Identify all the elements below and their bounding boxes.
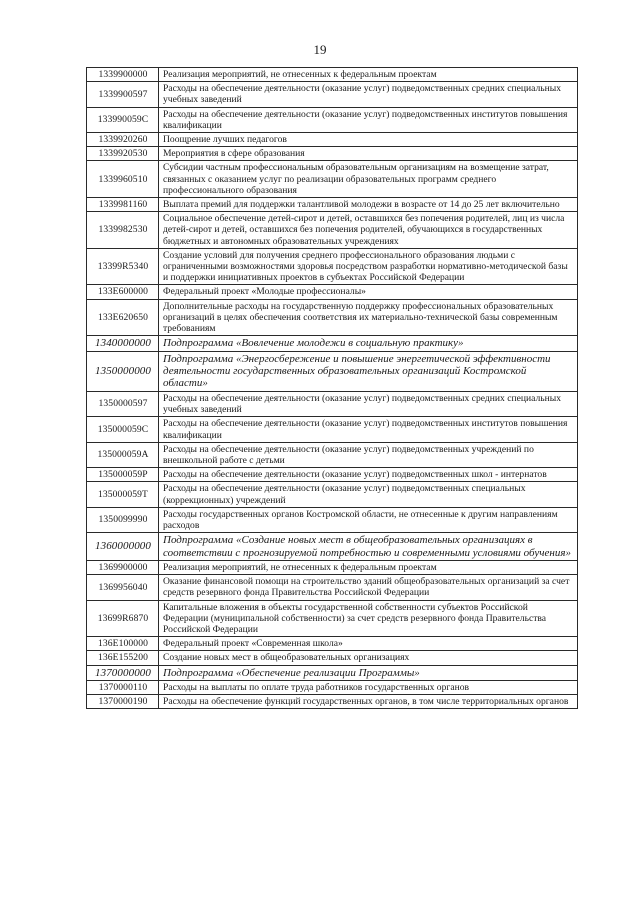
- expense-code: 1370000190: [87, 695, 159, 709]
- expense-description: Расходы на обеспечение деятельности (оказание услуг) подведомственных средних специальных учебных заведений: [159, 82, 578, 107]
- expense-code: 135000059С: [87, 417, 159, 442]
- table-row: [87, 575, 578, 600]
- expense-code: 136Е100000: [87, 637, 159, 651]
- expense-description: Федеральный проект «Современная школа»: [159, 637, 578, 651]
- expense-description: Мероприятия в сфере образования: [159, 147, 578, 161]
- table-row: [87, 637, 578, 651]
- expense-description: Оказание финансовой помощи на строительство зданий общеобразовательных организаций за счет средств резервного фонда Правительства Российской Федерации: [159, 575, 578, 600]
- table-row: [87, 133, 578, 147]
- expense-code: 135000059Т: [87, 482, 159, 507]
- expense-description: Подпрограмма «Энергосбережение и повышение энергетической эффективности деятельности государственных образовательных организаций Костромской области»: [159, 351, 578, 391]
- table-row: [87, 212, 578, 249]
- expense-code: 1339981160: [87, 198, 159, 212]
- table-body: [87, 68, 578, 709]
- table-row: [87, 68, 578, 82]
- table-row: [87, 299, 578, 336]
- subprogram-row: [87, 351, 578, 391]
- expense-description: Расходы на обеспечение деятельности (оказание услуг) подведомственных средних специальных учебных заведений: [159, 391, 578, 416]
- expense-code: 133E620650: [87, 299, 159, 336]
- subprogram-row: [87, 665, 578, 680]
- expense-description: Расходы на обеспечение деятельности (оказание услуг) подведомственных учреждений по внешкольной работе с детьми: [159, 442, 578, 467]
- expense-code: 1360000000: [87, 533, 159, 561]
- table-row: [87, 560, 578, 574]
- expense-code: 135000059А: [87, 442, 159, 467]
- expense-description: Расходы на выплаты по оплате труда работников государственных органов: [159, 680, 578, 694]
- expense-description: Подпрограмма «Создание новых мест в общеобразовательных организациях в соответствии с прогнозируемой потребностью и современными условиями обучения»: [159, 533, 578, 561]
- table-row: [87, 107, 578, 132]
- expense-code: 1339982530: [87, 212, 159, 249]
- expense-description: Субсидии частным профессиональным образовательным организациям на возмещение затрат, связанных с оказанием услуг по реализации образовательных программ среднего профессионального образования: [159, 161, 578, 198]
- expense-code: 136Е155200: [87, 651, 159, 665]
- expense-description: Расходы на обеспечение функций государственных органов, в том числе территориальных органов: [159, 695, 578, 709]
- table-row: [87, 482, 578, 507]
- table-row: [87, 391, 578, 416]
- table-row: [87, 198, 578, 212]
- expense-code: 13399R5340: [87, 248, 159, 285]
- expense-code: 1339920530: [87, 147, 159, 161]
- table-row: [87, 161, 578, 198]
- expense-description: Реализация мероприятий, не отнесенных к федеральным проектам: [159, 68, 578, 82]
- expense-code: 1350000597: [87, 391, 159, 416]
- expense-code: 133990059С: [87, 107, 159, 132]
- expense-code: 1339920260: [87, 133, 159, 147]
- subprogram-row: [87, 336, 578, 351]
- page-number: 19: [313, 42, 327, 57]
- table-row: [87, 442, 578, 467]
- expense-description: Реализация мероприятий, не отнесенных к федеральным проектам: [159, 560, 578, 574]
- expense-description: Расходы на обеспечение деятельности (оказание услуг) подведомственных школ - интернатов: [159, 468, 578, 482]
- table-row: [87, 651, 578, 665]
- table-row: [87, 695, 578, 709]
- expense-description: Подпрограмма «Обеспечение реализации Программы»: [159, 665, 578, 680]
- expense-code: 13699R6870: [87, 600, 159, 637]
- table-row: [87, 147, 578, 161]
- table-row: [87, 82, 578, 107]
- expense-code: 1339900000: [87, 68, 159, 82]
- expense-description: Расходы на обеспечение деятельности (оказание услуг) подведомственных институтов повышения квалификации: [159, 417, 578, 442]
- expense-code: 1339900597: [87, 82, 159, 107]
- table-row: [87, 680, 578, 694]
- expense-description: Поощрение лучших педагогов: [159, 133, 578, 147]
- table-row: [87, 507, 578, 532]
- expense-description: Выплата премий для поддержки талантливой молодежи в возрасте от 14 до 25 лет включительно: [159, 198, 578, 212]
- expense-description: Расходы на обеспечение деятельности (оказание услуг) подведомственных институтов повышения квалификации: [159, 107, 578, 132]
- expense-code: 1369900000: [87, 560, 159, 574]
- expense-code: 1339960510: [87, 161, 159, 198]
- expense-description: Создание условий для получения среднего профессионального образования людьми с ограниченными возможностями здоровья посредством разработки нормативно-методической базы и поддержки инициативных проектов в субъектах Российской Федерации: [159, 248, 578, 285]
- expense-description: Федеральный проект «Молодые профессионалы»: [159, 285, 578, 299]
- table-row: [87, 600, 578, 637]
- expense-code: 1370000110: [87, 680, 159, 694]
- table-row: [87, 248, 578, 285]
- expense-code: 133E600000: [87, 285, 159, 299]
- expense-description: Дополнительные расходы на государственную поддержку профессиональных образовательных организаций в целях обеспечения соответствия их материально-технической базы современным требованиям: [159, 299, 578, 336]
- expense-description: Подпрограмма «Вовлечение молодежи в социальную практику»: [159, 336, 578, 351]
- table-row: [87, 285, 578, 299]
- expense-description: Расходы на обеспечение деятельности (оказание услуг) подведомственных специальных (коррекционных) учреждений: [159, 482, 578, 507]
- expense-description: Капитальные вложения в объекты государственной собственности субъектов Российской Федерации (муниципальной собственности) за счет средств резервного фонда Правительства Российской Федерации: [159, 600, 578, 637]
- table-row: [87, 417, 578, 442]
- expense-code: 1350000000: [87, 351, 159, 391]
- expense-description: Расходы государственных органов Костромской области, не отнесенные к другим направлениям расходов: [159, 507, 578, 532]
- expense-code: 135000059Р: [87, 468, 159, 482]
- subprogram-row: [87, 533, 578, 561]
- table-row: [87, 468, 578, 482]
- expense-description: Создание новых мест в общеобразовательных организациях: [159, 651, 578, 665]
- expense-code: 1370000000: [87, 665, 159, 680]
- expense-code: 1340000000: [87, 336, 159, 351]
- expense-code: 1369956040: [87, 575, 159, 600]
- budget-classification-table: [86, 67, 578, 709]
- expense-code: 1350099990: [87, 507, 159, 532]
- expense-description: Социальное обеспечение детей-сирот и детей, оставшихся без попечения родителей, лиц из числа детей-сирот и детей, оставшихся без попечения родителей, обучающихся в государственных бюджетных и автономных образовательных учреждениях: [159, 212, 578, 249]
